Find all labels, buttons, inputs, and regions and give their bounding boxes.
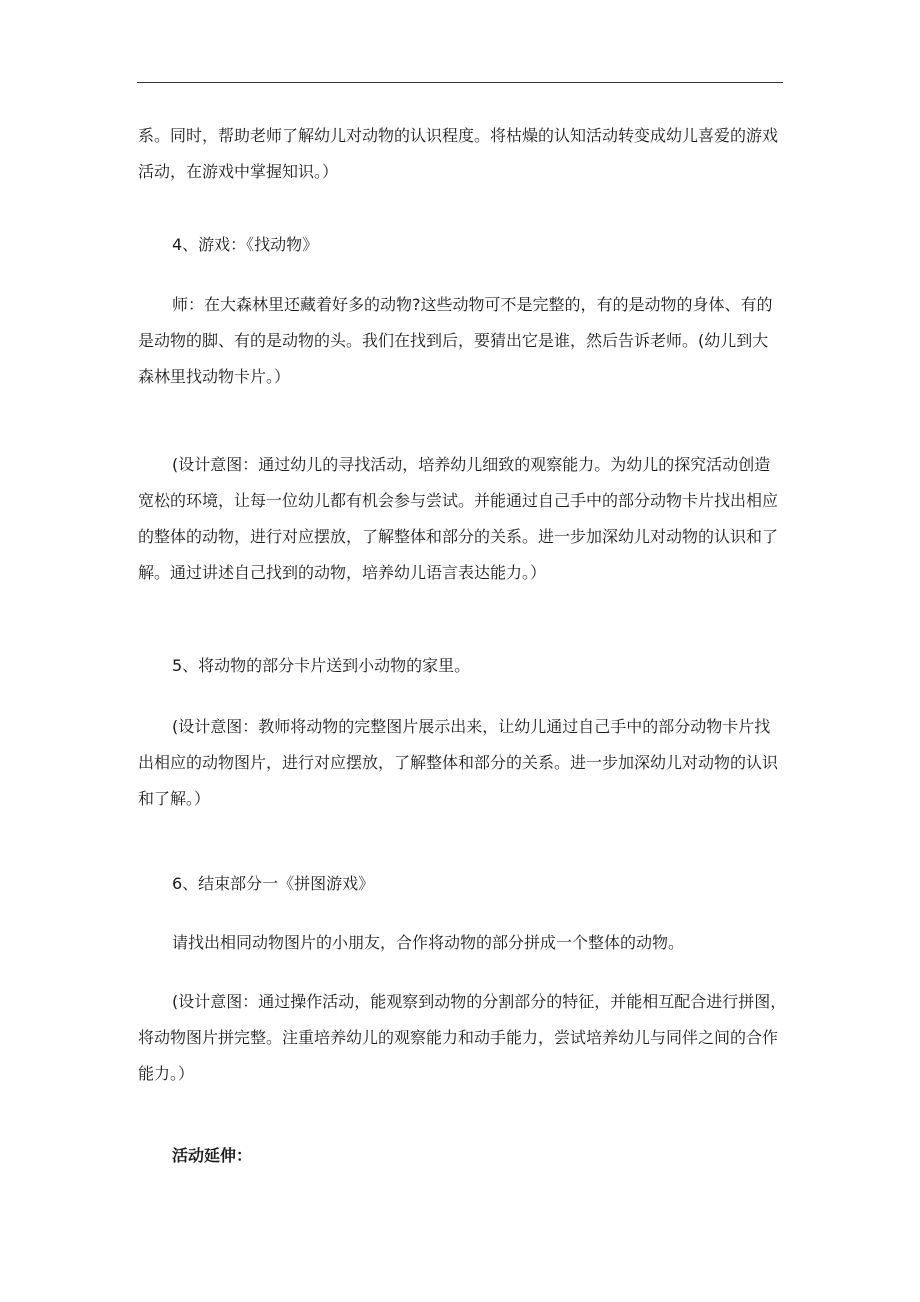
text-line: 4、游戏：《找动物》 [172, 235, 319, 254]
text-line: 是动物的脚、有的是动物的头。我们在找到后，要猜出它是谁，然后告诉老师。(幼儿到大 [138, 331, 769, 350]
text-line: (设计意图：通过幼儿的寻找活动，培养幼儿细致的观察能力。为幼儿的探究活动创造 [172, 455, 771, 474]
text-line: 活动，在游戏中掌握知识。） [138, 162, 339, 181]
text-line: 5、将动物的部分卡片送到小动物的家里。 [172, 656, 471, 675]
design-intent-4 [138, 447, 784, 591]
step-heading-5 [138, 648, 784, 684]
design-intent-5 [138, 709, 784, 817]
step-heading-6 [138, 866, 784, 902]
text-line: 森林里找动物卡片。） [138, 367, 291, 386]
paragraph-continuation [138, 118, 784, 190]
text-line: (设计意图：教师将动物的完整图片展示出来，让幼儿通过自己手中的部分动物卡片找 [172, 717, 771, 736]
design-intent-6 [138, 984, 787, 1092]
text-line: 师：在大森林里还藏着好多的动物?这些动物可不是完整的，有的是动物的身体、有的 [172, 295, 773, 314]
teacher-dialogue [138, 287, 784, 395]
instruction-paragraph [138, 925, 784, 961]
text-line: 出相应的动物图片，进行对应摆放，了解整体和部分的关系。进一步加深幼儿对动物的认识 [138, 753, 779, 772]
text-line: 请找出相同动物图片的小朋友，合作将动物的部分拼成一个整体的动物。 [172, 933, 685, 952]
text-line: 的整体的动物，进行对应摆放，了解整体和部分的关系。进一步加深幼儿对动物的认识和了 [138, 527, 779, 546]
text-line: 能力。） [138, 1064, 195, 1083]
header-rule [137, 82, 783, 83]
text-line: 宽松的环境，让每一位幼儿都有机会参与尝试。并能通过自己手中的部分动物卡片找出相应 [138, 491, 779, 510]
text-line: 解。通过讲述自己找到的动物，培养幼儿语言表达能力。） [138, 563, 547, 582]
text-line: 系。同时，帮助老师了解幼儿对动物的认识程度。将枯燥的认知活动转变成幼儿喜爱的游戏 [138, 126, 779, 145]
text-line: 6、结束部分一《拼图游戏》 [172, 874, 375, 893]
step-heading-4 [138, 227, 784, 263]
text-line: 和了解。） [138, 789, 211, 808]
text-line: 将动物图片拼完整。注重培养幼儿的观察能力和动手能力，尝试培养幼儿与同伴之间的合作 [138, 1028, 779, 1047]
section-heading-extension [138, 1138, 784, 1174]
text-line: 活动延伸： [172, 1146, 253, 1165]
text-line: (设计意图：通过操作活动，能观察到动物的分割部分的特征，并能相互配合进行拼图， [172, 992, 787, 1011]
